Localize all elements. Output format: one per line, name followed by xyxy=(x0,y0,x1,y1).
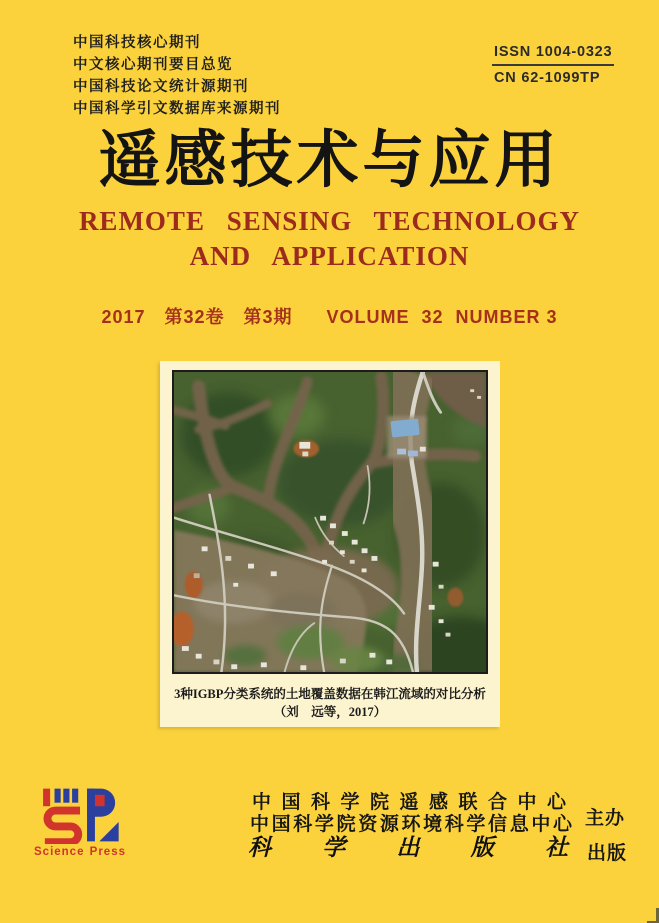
issue-info xyxy=(0,303,659,329)
journal-title-chinese: 遥感技术与应用 xyxy=(98,123,561,196)
satellite-photo-frame xyxy=(172,370,488,674)
satellite-image xyxy=(174,372,486,672)
issue-info-cn: 2017 第32卷 第3期 xyxy=(101,307,293,327)
figure-caption-title: 3种IGBP分类系统的土地覆盖数据在韩江流域的对比分析 xyxy=(174,687,486,701)
accolade-line: 中文核心期刊要目总览 xyxy=(73,57,233,73)
accolade-list xyxy=(73,32,281,120)
press-name-calligraphy: 科学出版社 xyxy=(248,834,568,861)
cover-figure-panel xyxy=(160,361,500,727)
science-press-label xyxy=(34,846,126,858)
journal-title-english-line2: AND APPLICATION xyxy=(189,241,470,271)
figure-caption-credit: （刘 远等，2017） xyxy=(273,705,387,719)
accolade-line: 中国科技论文统计源期刊 xyxy=(73,79,249,95)
science-press-word1: Science xyxy=(34,846,85,858)
issn-block xyxy=(492,44,614,86)
organizer-line1: 中国科学院遥感联合中心 xyxy=(252,792,566,813)
issn-number: ISSN 1004-0323 xyxy=(492,44,614,66)
science-press-logo xyxy=(36,786,124,844)
science-press-word2: Press xyxy=(89,846,126,858)
role-organizer-label: 主办 xyxy=(585,808,626,829)
scan-corner-artifact xyxy=(647,908,659,923)
cn-number: CN 62-1099TP xyxy=(494,70,601,86)
pond-and-facility xyxy=(387,416,426,458)
organizer-line2: 中国科学院资源环境科学信息中心 xyxy=(250,814,572,835)
role-publisher-label: 出版 xyxy=(587,843,628,864)
accolade-line: 中国科技核心期刊 xyxy=(73,35,201,51)
issue-info-en: VOLUME 32 NUMBER 3 xyxy=(326,307,558,327)
accolade-line: 中国科学引文数据库来源期刊 xyxy=(73,101,281,117)
journal-title-english-line1: REMOTE SENSING TECHNOLOGY xyxy=(78,206,581,236)
